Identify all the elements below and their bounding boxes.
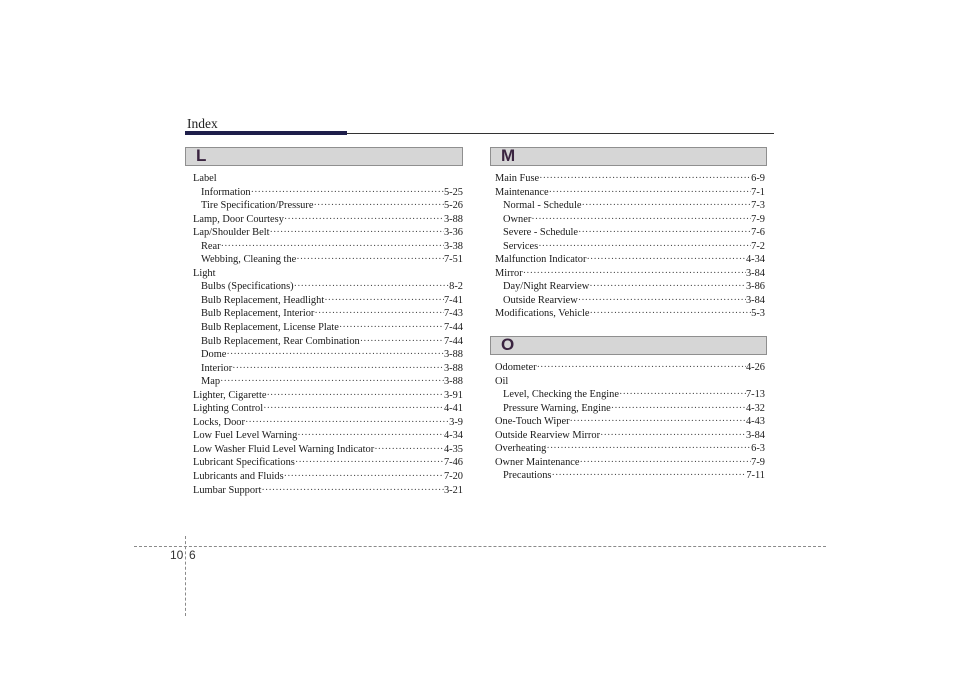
entry-page: 7-9 xyxy=(751,456,765,468)
dot-leader xyxy=(578,226,751,240)
dot-leader xyxy=(619,388,746,402)
entry-label: Services xyxy=(503,240,539,252)
dot-leader xyxy=(296,253,444,267)
entry-label: Dome xyxy=(201,349,227,361)
index-entry xyxy=(193,362,463,376)
entry-label: Lumbar Support xyxy=(193,484,262,496)
index-entry xyxy=(495,199,765,213)
entry-page: 3-91 xyxy=(443,389,463,401)
entry-label: Bulb Replacement, License Plate xyxy=(201,322,339,334)
index-entry xyxy=(495,213,765,227)
dot-leader xyxy=(611,402,746,416)
entry-page: 3-9 xyxy=(449,416,463,428)
entry-label: Lubricant Specifications xyxy=(193,457,295,469)
index-entry xyxy=(193,186,463,200)
dot-leader xyxy=(600,429,746,443)
entry-page: 6-3 xyxy=(751,443,765,455)
dot-leader xyxy=(295,456,444,470)
entry-label: Map xyxy=(201,376,221,388)
index-entry xyxy=(495,280,765,294)
index-entry xyxy=(495,415,765,429)
entry-label: One-Touch Wiper xyxy=(495,416,570,428)
entry-page: 6-9 xyxy=(751,173,765,184)
entry-label: Rear xyxy=(201,240,221,252)
index-entry xyxy=(193,470,463,484)
dot-leader xyxy=(360,335,444,349)
entry-page: 7-44 xyxy=(443,335,463,347)
entry-page: 3-84 xyxy=(745,294,765,306)
index-entry xyxy=(193,375,463,389)
index-entry xyxy=(495,172,765,186)
entry-page: 3-88 xyxy=(443,362,463,374)
entry-label: Overheating xyxy=(495,443,547,455)
dot-leader xyxy=(546,442,751,456)
dot-leader xyxy=(324,294,444,308)
dot-leader xyxy=(261,484,444,498)
index-entry xyxy=(193,267,463,281)
dot-leader xyxy=(251,186,444,200)
index-entry xyxy=(193,280,463,294)
index-entry xyxy=(495,307,765,321)
page-number: 6 xyxy=(189,548,196,562)
entry-page: 7-6 xyxy=(751,227,765,239)
dot-leader xyxy=(314,307,444,321)
dot-leader xyxy=(266,389,444,403)
index-entry xyxy=(193,307,463,321)
entry-page: 7-2 xyxy=(751,240,765,252)
entry-label: Outside Rearview xyxy=(503,294,578,306)
index-entry xyxy=(193,416,463,430)
index-entry xyxy=(495,375,765,389)
entry-page: 7-43 xyxy=(443,308,463,320)
dot-leader xyxy=(538,240,751,254)
entry-page: 5-25 xyxy=(443,186,463,198)
index-entry xyxy=(495,294,765,308)
entry-page: 3-88 xyxy=(443,349,463,361)
index-entry xyxy=(495,402,765,416)
footer-rule xyxy=(134,546,826,547)
dot-leader xyxy=(531,213,751,227)
dot-leader xyxy=(220,375,444,389)
entry-page: 3-38 xyxy=(443,240,463,252)
entry-label: Normal - Schedule xyxy=(503,200,582,212)
footer-divider xyxy=(185,536,186,616)
dot-leader xyxy=(284,213,444,227)
index-entry xyxy=(193,294,463,308)
dot-leader xyxy=(232,362,444,376)
dot-leader xyxy=(226,348,444,362)
entry-page: 7-20 xyxy=(443,471,463,483)
entry-label: Modifications, Vehicle xyxy=(495,308,590,320)
entry-page: 4-26 xyxy=(745,362,765,373)
entry-label: Bulb Replacement, Headlight xyxy=(201,294,325,306)
index-entry xyxy=(193,213,463,227)
entry-label: Label xyxy=(193,173,217,184)
entry-page: 8-2 xyxy=(449,281,463,293)
entry-page: 4-32 xyxy=(745,402,765,414)
dot-leader xyxy=(221,240,444,254)
entry-label: Pressure Warning, Engine xyxy=(503,402,611,414)
index-entry xyxy=(193,456,463,470)
entry-label: Lighter, Cigarette xyxy=(193,389,267,401)
entry-label: Lubricants and Fluids xyxy=(193,471,284,483)
index-entry xyxy=(495,267,765,281)
entry-page: 3-36 xyxy=(443,227,463,239)
index-entry xyxy=(193,429,463,443)
dot-leader xyxy=(581,199,751,213)
index-entry xyxy=(495,388,765,402)
entry-label: Information xyxy=(201,186,251,198)
entry-page: 3-88 xyxy=(443,213,463,225)
entry-page: 4-34 xyxy=(443,430,463,442)
index-entry xyxy=(193,402,463,416)
dot-leader xyxy=(263,402,444,416)
entry-label: Main Fuse xyxy=(495,173,540,184)
header-accent-bar xyxy=(185,131,347,135)
section-header-o xyxy=(490,336,767,355)
entry-page: 7-1 xyxy=(751,186,765,198)
entry-label: Bulb Replacement, Interior xyxy=(201,308,315,320)
section-letter: O xyxy=(501,335,515,354)
entry-label: Mirror xyxy=(495,267,523,279)
entry-page: 4-41 xyxy=(443,403,463,415)
entry-page: 3-86 xyxy=(745,281,765,293)
dot-leader xyxy=(580,456,752,470)
entry-page: 7-46 xyxy=(443,457,463,469)
entry-page: 3-88 xyxy=(443,376,463,388)
entry-label: Odometer xyxy=(495,362,537,373)
dot-leader xyxy=(284,470,444,484)
index-entry xyxy=(495,456,765,470)
index-list-o xyxy=(495,361,765,483)
section-letter: M xyxy=(501,146,516,165)
entry-page: 7-41 xyxy=(443,294,463,306)
index-list-m xyxy=(495,172,765,321)
entry-label: Maintenance xyxy=(495,186,549,198)
section-header-l xyxy=(185,147,463,166)
index-entry xyxy=(193,348,463,362)
entry-page: 7-3 xyxy=(751,200,765,212)
entry-label: Locks, Door xyxy=(193,416,245,428)
entry-page: 3-21 xyxy=(443,484,463,496)
dot-leader xyxy=(570,415,746,429)
entry-label: Lap/Shoulder Belt xyxy=(193,227,270,239)
index-entry xyxy=(193,253,463,267)
entry-label: Severe - Schedule xyxy=(503,227,579,239)
index-entry xyxy=(193,484,463,498)
entry-label: Level, Checking the Engine xyxy=(503,389,619,401)
index-entry xyxy=(495,240,765,254)
index-entry xyxy=(193,335,463,349)
section-letter: L xyxy=(196,146,207,165)
chapter-number: 10 xyxy=(170,548,184,562)
entry-label: Low Fuel Level Warning xyxy=(193,430,298,442)
section-header-m xyxy=(490,147,767,166)
dot-leader xyxy=(313,199,444,213)
entry-page: 7-9 xyxy=(751,213,765,225)
index-entry xyxy=(495,226,765,240)
entry-label: Malfunction Indicator xyxy=(495,254,587,266)
dot-leader xyxy=(374,443,444,457)
page-title: Index xyxy=(187,116,218,131)
entry-page: 4-35 xyxy=(443,443,463,455)
index-entry xyxy=(193,443,463,457)
entry-label: Tire Specification/Pressure xyxy=(201,200,314,212)
dot-leader xyxy=(339,321,444,335)
index-entry xyxy=(495,429,765,443)
entry-label: Owner Maintenance xyxy=(495,456,580,468)
entry-label: Webbing, Cleaning the xyxy=(201,254,297,266)
entry-label: Interior xyxy=(201,362,233,374)
index-entry xyxy=(193,199,463,213)
dot-leader xyxy=(523,267,746,281)
index-entry xyxy=(193,389,463,403)
entry-label: Light xyxy=(193,267,216,279)
entry-label: Lamp, Door Courtesy xyxy=(193,213,284,225)
entry-label: Owner xyxy=(503,213,532,225)
entry-page: 3-84 xyxy=(745,429,765,441)
dot-leader xyxy=(551,469,746,483)
index-entry xyxy=(495,361,765,375)
header-rule xyxy=(347,133,774,134)
dot-leader xyxy=(297,429,444,443)
entry-page: 7-13 xyxy=(745,389,765,401)
entry-page: 4-43 xyxy=(745,416,765,428)
index-entry xyxy=(495,253,765,267)
entry-page: 7-44 xyxy=(443,322,463,334)
entry-label: Day/Night Rearview xyxy=(503,281,590,293)
entry-label: Lighting Control xyxy=(193,403,264,415)
entry-page: 7-11 xyxy=(746,470,765,482)
index-entry xyxy=(495,442,765,456)
dot-leader xyxy=(586,253,745,267)
entry-label: Bulbs (Specifications) xyxy=(201,281,294,293)
index-entry xyxy=(193,321,463,335)
dot-leader xyxy=(245,416,449,430)
index-list-l xyxy=(193,172,463,497)
dot-leader xyxy=(294,280,450,294)
entry-page: 7-51 xyxy=(443,254,463,266)
entry-label: Bulb Replacement, Rear Combination xyxy=(201,335,360,347)
entry-page: 5-3 xyxy=(751,308,765,320)
dot-leader xyxy=(578,294,746,308)
entry-label: Outside Rearview Mirror xyxy=(495,429,601,441)
dot-leader xyxy=(589,307,751,321)
index-entry xyxy=(193,172,463,186)
index-entry xyxy=(193,226,463,240)
entry-page: 4-34 xyxy=(745,254,765,266)
index-entry xyxy=(495,469,765,483)
entry-page: 3-84 xyxy=(745,267,765,279)
index-entry xyxy=(193,240,463,254)
entry-label: Low Washer Fluid Level Warning Indicator xyxy=(193,443,375,455)
index-entry xyxy=(495,186,765,200)
dot-leader xyxy=(269,226,443,240)
entry-label: Precautions xyxy=(503,470,552,482)
entry-label: Oil xyxy=(495,375,509,387)
dot-leader xyxy=(539,172,751,186)
dot-leader xyxy=(589,280,746,294)
dot-leader xyxy=(537,361,746,375)
entry-page: 5-26 xyxy=(443,200,463,212)
dot-leader xyxy=(549,186,751,200)
